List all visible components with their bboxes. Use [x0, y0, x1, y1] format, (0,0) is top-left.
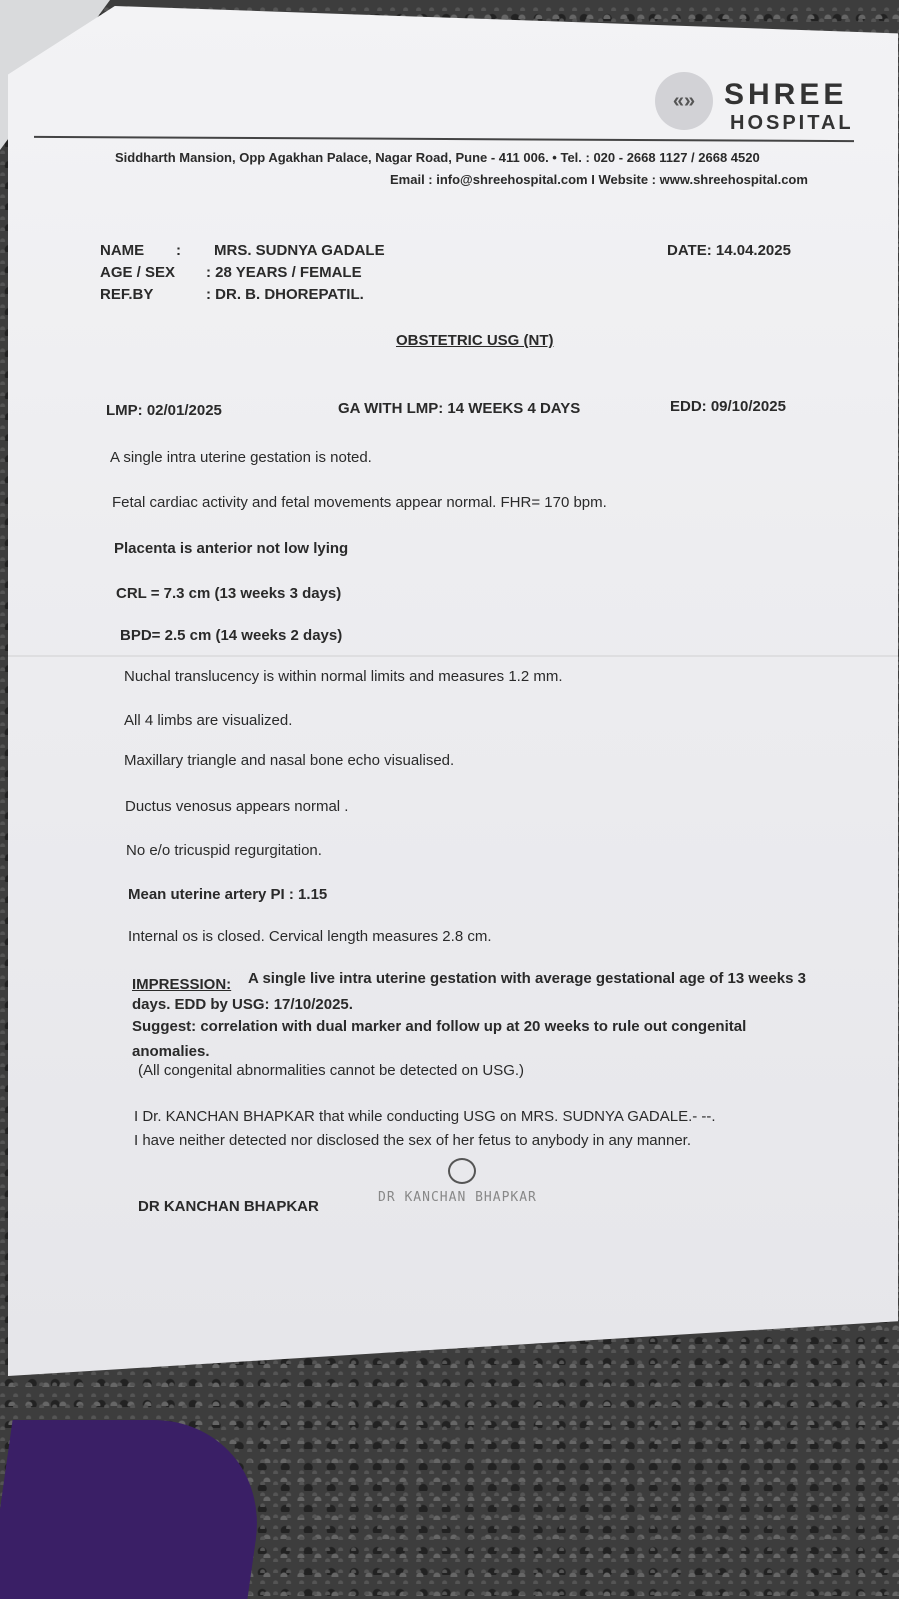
hospital-name-sub: HOSPITAL — [730, 112, 854, 134]
finding-9: Ductus venosus appears normal . — [125, 798, 349, 815]
finding-4: CRL = 7.3 cm (13 weeks 3 days) — [116, 585, 342, 602]
doctor-name: DR KANCHAN BHAPKAR — [138, 1198, 319, 1215]
finding-1: A single intra uterine gestation is noted. — [110, 449, 372, 466]
ref-label: REF.BY — [100, 286, 154, 303]
paper-fold — [0, 655, 899, 657]
declaration-line-2: I have neither detected nor disclosed the sex of her fetus to anybody in any manner. — [134, 1132, 692, 1149]
suggest-line-2: anomalies. — [132, 1043, 210, 1060]
suggest-line-1: Suggest: correlation with dual marker and follow up at 20 weeks to rule out congenital — [132, 1018, 747, 1035]
hospital-name: SHREE — [724, 78, 848, 111]
signature-scribble — [448, 1158, 476, 1184]
name-label: NAME — [100, 242, 145, 259]
age-label: AGE / SEX — [100, 264, 176, 281]
doctor-stamp: DR KANCHAN BHAPKAR — [378, 1190, 537, 1205]
declaration-line-1: I Dr. KANCHAN BHAPKAR that while conducting USG on MRS. SUDNYA GADALE.- --. — [134, 1108, 716, 1125]
finding-3: Placenta is anterior not low lying — [114, 540, 349, 557]
edd: EDD: 09/10/2025 — [670, 398, 786, 415]
finding-8: Maxillary triangle and nasal bone echo visualised. — [124, 752, 455, 769]
finding-10: No e/o tricuspid regurgitation. — [126, 842, 322, 859]
lmp: LMP: 02/01/2025 — [106, 402, 222, 419]
finding-7: All 4 limbs are visualized. — [124, 712, 293, 729]
referring-doctor: : DR. B. DHOREPATIL. — [206, 286, 364, 303]
gestational-age: GA WITH LMP: 14 WEEKS 4 DAYS — [338, 400, 581, 417]
hospital-logo-icon: «» — [655, 72, 713, 130]
patient-name: MRS. SUDNYA GADALE — [214, 242, 385, 259]
impression-line-1: A single live intra uterine gestation with average gestational age of 13 weeks 3 — [248, 970, 806, 987]
impression-label: IMPRESSION: — [132, 976, 232, 993]
report-date: DATE: 14.04.2025 — [667, 242, 791, 259]
finding-12: Internal os is closed. Cervical length measures 2.8 cm. — [128, 928, 492, 945]
impression-line-2: days. EDD by USG: 17/10/2025. — [132, 996, 353, 1013]
patient-age-sex: : 28 YEARS / FEMALE — [206, 264, 362, 281]
finding-5: BPD= 2.5 cm (14 weeks 2 days) — [120, 627, 343, 644]
finding-2: Fetal cardiac activity and fetal movements appear normal. FHR= 170 bpm. — [112, 494, 607, 511]
hospital-address: Siddharth Mansion, Opp Agakhan Palace, Nagar Road, Pune - 411 006. • Tel. : 020 - 2668 1127 / 2668 4520 — [115, 150, 760, 165]
finding-6: Nuchal translucency is within normal limits and measures 1.2 mm. — [124, 668, 563, 685]
hospital-contact: Email : info@shreehospital.com I Website : www.shreehospital.com — [390, 172, 808, 187]
report-title: OBSTETRIC USG (NT) — [396, 332, 554, 349]
name-separator: : — [176, 242, 181, 259]
finding-11: Mean uterine artery PI : 1.15 — [128, 886, 328, 903]
disclaimer: (All congenital abnormalities cannot be detected on USG.) — [138, 1062, 525, 1079]
